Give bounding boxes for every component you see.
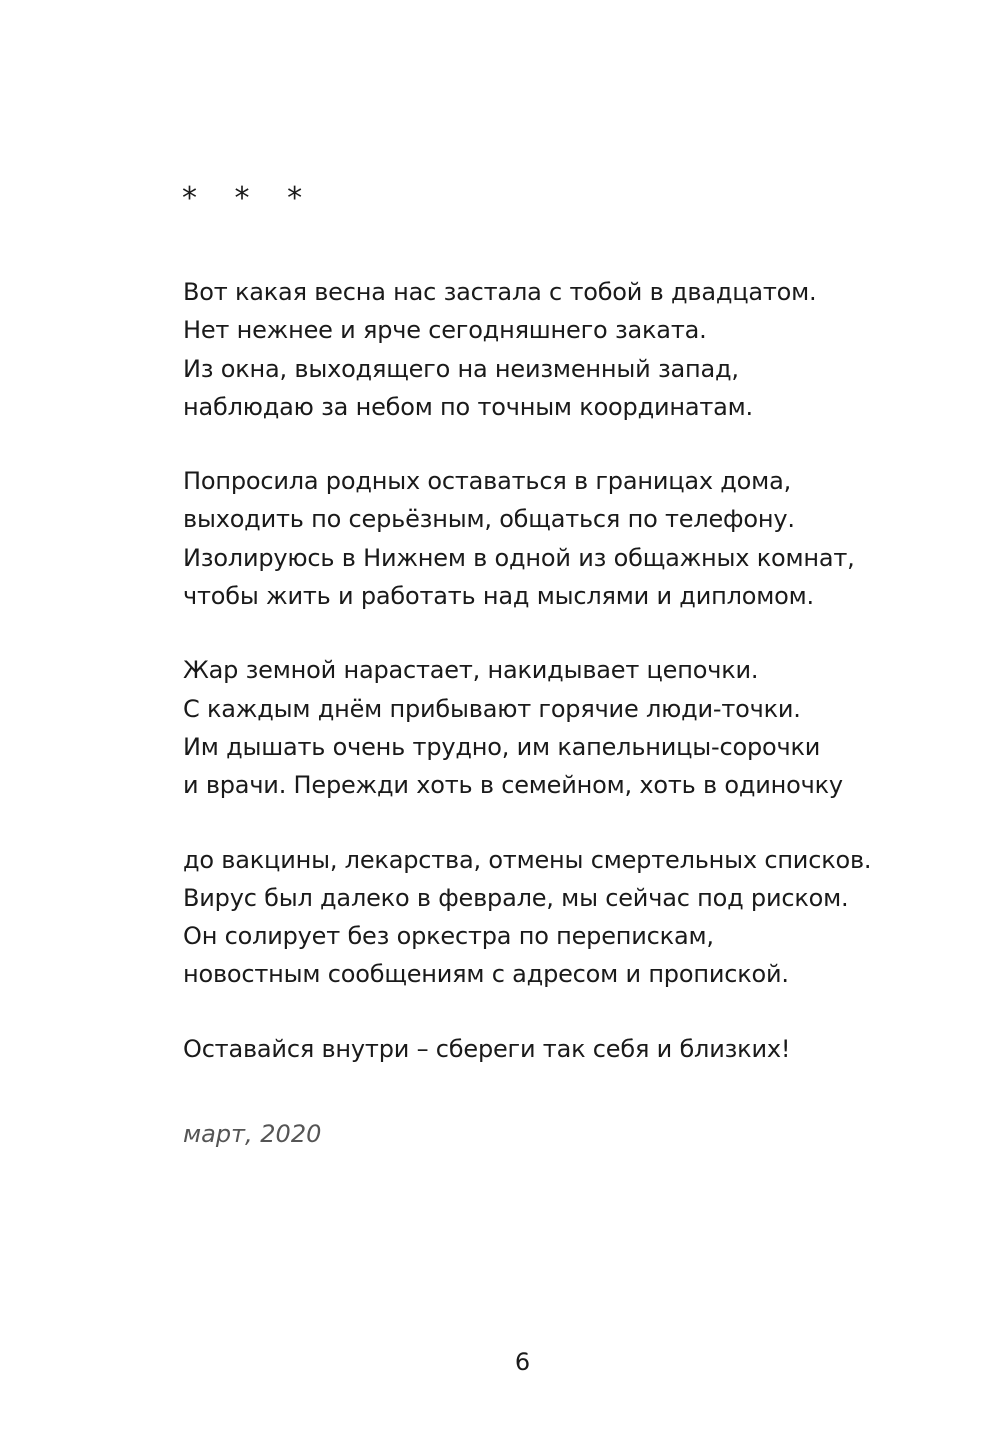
poem-line: Попросила родных оставаться в границах дома, xyxy=(183,467,792,496)
poem-line: Изолируюсь в Нижнем в одной из общажных комнат, xyxy=(183,543,855,572)
stanza xyxy=(183,462,903,615)
poem-line: наблюдаю за небом по точным координатам. xyxy=(183,392,753,421)
stanza xyxy=(183,651,903,804)
section-separator: * * * xyxy=(182,181,317,216)
poem-line: Нет нежнее и ярче сегодняшнего заката. xyxy=(183,316,707,345)
poem-line: Жар земной нарастает, накидывает цепочки. xyxy=(183,656,759,685)
poem-line: и врачи. Пережди хоть в семейном, хоть в одиночку xyxy=(183,771,843,800)
poem-line: Вот какая весна нас застала с тобой в двадцатом. xyxy=(183,278,817,306)
poem-line: Он солирует без оркестра по перепискам, xyxy=(183,922,714,951)
poem-line: Оставайся внутри – сбереги так себя и близких! xyxy=(183,1034,791,1063)
stanza xyxy=(183,1030,903,1068)
page-number: 6 xyxy=(514,1348,531,1376)
poem-date: март, 2020 xyxy=(183,1120,322,1148)
stanza xyxy=(183,841,903,994)
poem-line: С каждым днём прибывают горячие люди-точки. xyxy=(183,694,801,723)
poem-line: новостным сообщениям с адресом и пропиской. xyxy=(183,960,789,989)
poem-line: выходить по серьёзным, общаться по телефону. xyxy=(183,505,795,534)
poem-line: чтобы жить и работать над мыслями и дипломом. xyxy=(183,582,814,611)
poem-line: Из окна, выходящего на неизменный запад, xyxy=(183,354,739,383)
poem-line: до вакцины, лекарства, отмены смертельных списков. xyxy=(183,845,872,874)
stanza xyxy=(183,273,903,426)
poem-line: Вирус был далеко в феврале, мы сейчас под риском. xyxy=(183,883,849,912)
poem xyxy=(183,273,903,1104)
poem-line: Им дышать очень трудно, им капельницы-сорочки xyxy=(183,732,821,761)
